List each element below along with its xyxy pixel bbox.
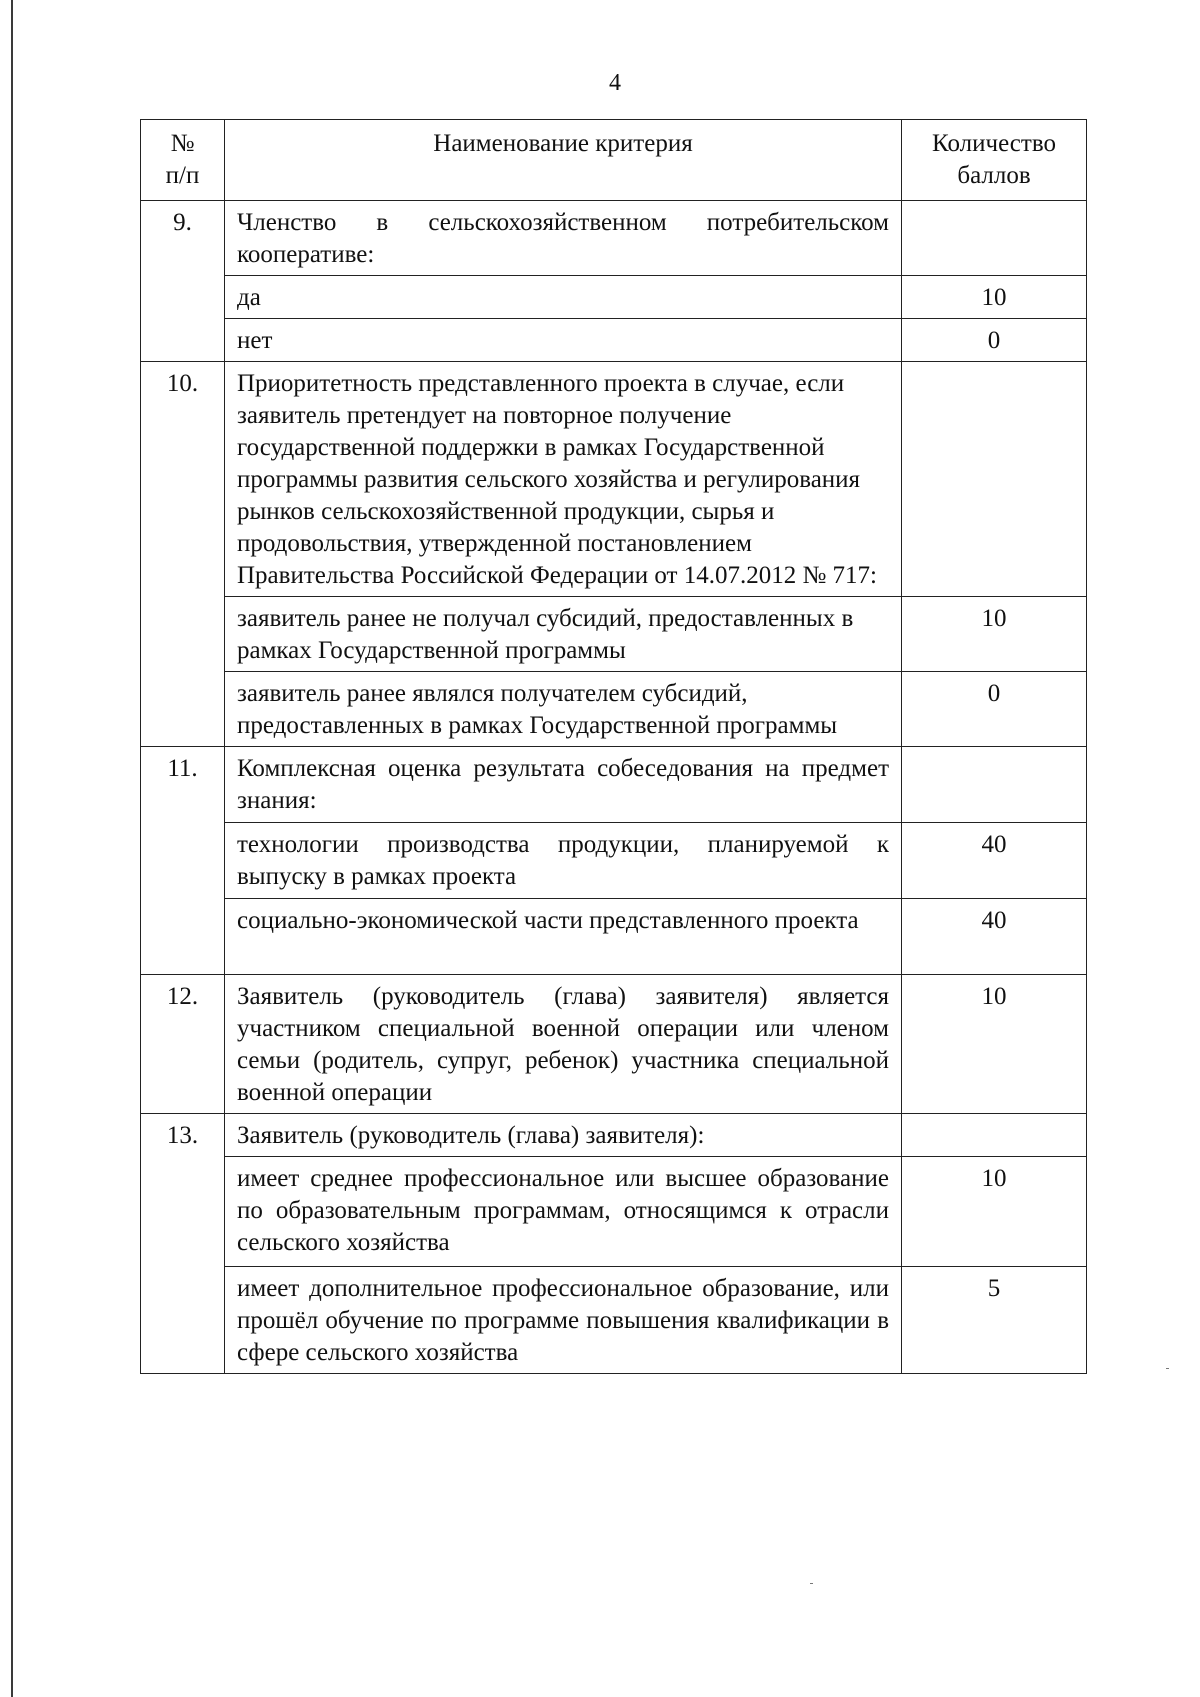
row-number: 13. bbox=[141, 1114, 225, 1374]
scan-speck bbox=[1166, 1368, 1169, 1369]
table-row bbox=[141, 362, 1087, 597]
points-value: 40 bbox=[902, 823, 1087, 899]
points-value: 10 bbox=[902, 1157, 1087, 1267]
table-row bbox=[141, 899, 1087, 975]
table-row bbox=[141, 672, 1087, 747]
criterion-text: да bbox=[225, 276, 902, 319]
row-number: 9. bbox=[141, 201, 225, 362]
table-row bbox=[141, 201, 1087, 276]
row-number: 11. bbox=[141, 747, 225, 975]
scan-speck bbox=[810, 1583, 813, 1584]
points-value: 40 bbox=[902, 899, 1087, 975]
table-header-row bbox=[141, 120, 1087, 201]
points-value: 10 bbox=[902, 276, 1087, 319]
table-row bbox=[141, 1267, 1087, 1374]
table-row bbox=[141, 1157, 1087, 1267]
row-number: 10. bbox=[141, 362, 225, 747]
criterion-text: Комплексная оценка результата собеседования на предмет знания: bbox=[225, 747, 902, 823]
criterion-text: имеет среднее профессиональное или высшее образование по образовательным программам, относящимся к отрасли сельского хозяйства bbox=[225, 1157, 902, 1267]
points-value bbox=[902, 1114, 1087, 1157]
table-row bbox=[141, 597, 1087, 672]
criterion-text: имеет дополнительное профессиональное образование, или прошёл обучение по программе повышения квалификации в сфере сельского хозяйства bbox=[225, 1267, 902, 1374]
points-value: 0 bbox=[902, 319, 1087, 362]
criterion-text: заявитель ранее являлся получателем субсидий, предоставленных в рамках Государственной программы bbox=[225, 672, 902, 747]
criterion-text: Членство в сельскохозяйственном потребительском кооперативе: bbox=[225, 201, 902, 276]
binding-edge-line bbox=[11, 0, 13, 1697]
criterion-text: Заявитель (руководитель (глава) заявителя) является участником специальной военной операции или членом семьи (родитель, супруг, ребенок) участника специальной военной операции bbox=[225, 975, 902, 1114]
criteria-table bbox=[140, 119, 1087, 1374]
points-value bbox=[902, 201, 1087, 276]
criterion-text: Приоритетность представленного проекта в случае, если заявитель претендует на повторное получение государственной поддержки в рамках Государственной программы развития сельского хозяйства и регулирования рынков сельскохозяйственной продукции, сырья и продовольствия, утвержденной постановлением Правительства Российской Федерации от 14.07.2012 № 717: bbox=[225, 362, 902, 597]
table-row bbox=[141, 975, 1087, 1114]
criterion-text: социально-экономической части представленного проекта bbox=[225, 899, 902, 975]
table-row bbox=[141, 823, 1087, 899]
header-points: Количество баллов bbox=[902, 120, 1087, 201]
points-value: 5 bbox=[902, 1267, 1087, 1374]
points-value: 10 bbox=[902, 975, 1087, 1114]
points-value bbox=[902, 747, 1087, 823]
points-value: 10 bbox=[902, 597, 1087, 672]
table-row bbox=[141, 747, 1087, 823]
points-value bbox=[902, 362, 1087, 597]
header-number: № п/п bbox=[141, 120, 225, 201]
table-row bbox=[141, 1114, 1087, 1157]
criterion-text: заявитель ранее не получал субсидий, предоставленных в рамках Государственной программы bbox=[225, 597, 902, 672]
points-value: 0 bbox=[902, 672, 1087, 747]
row-number: 12. bbox=[141, 975, 225, 1114]
table-row bbox=[141, 276, 1087, 319]
criterion-text: Заявитель (руководитель (глава) заявителя): bbox=[225, 1114, 902, 1157]
page-number: 4 bbox=[609, 70, 621, 96]
criterion-text: нет bbox=[225, 319, 902, 362]
header-criterion-name: Наименование критерия bbox=[225, 120, 902, 201]
criterion-text: технологии производства продукции, планируемой к выпуску в рамках проекта bbox=[225, 823, 902, 899]
table-row bbox=[141, 319, 1087, 362]
